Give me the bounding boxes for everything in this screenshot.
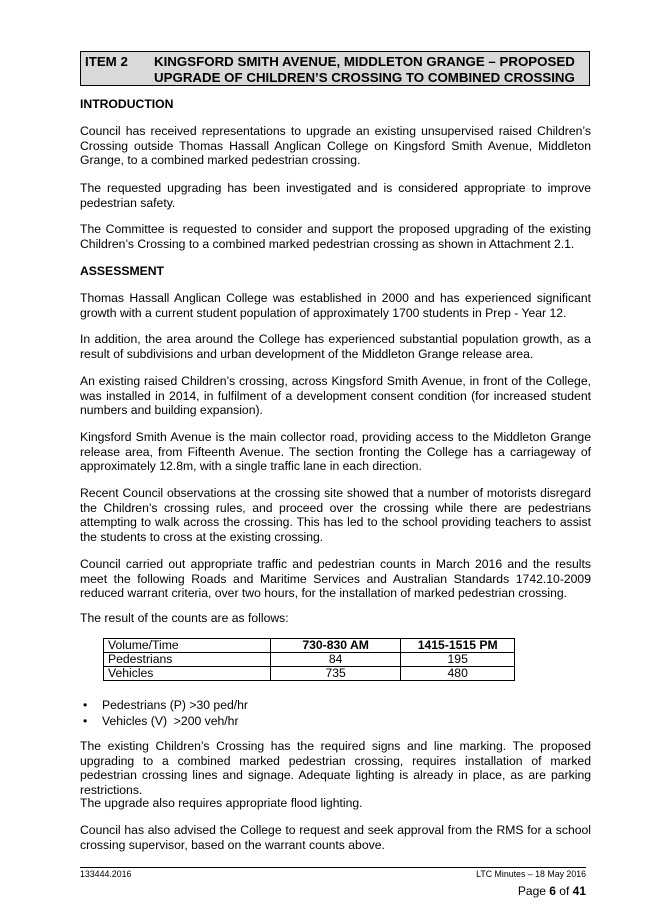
bullet-icon: •: [83, 698, 88, 712]
table-row: [104, 667, 515, 681]
page-total: 41: [572, 884, 586, 898]
assessment-paragraph-3: An existing raised Children’s crossing, across Kingsford Smith Avenue, in front of the College, was installed in 2014, in fulfilment of a development consent condition (for increased student numbers and building expansion).: [80, 374, 591, 418]
warrant-bullet-list: [80, 697, 480, 729]
table-cell: Pedestrians: [104, 653, 271, 667]
assessment-paragraph-8: The upgrade also requires appropriate flood lighting.: [80, 796, 363, 810]
assessment-paragraph-9: Council has also advised the College to request and seek approval from the RMS for a school crossing supervisor, based on the warrant counts above.: [80, 823, 591, 852]
bullet-icon: •: [83, 714, 88, 728]
list-item: [80, 713, 480, 729]
footer-divider: [80, 867, 586, 868]
assessment-paragraph-2: In addition, the area around the College has experienced substantial population growth, as a result of subdivisions and urban development of the Middleton Grange release area.: [80, 332, 591, 361]
bullet-text: Pedestrians (P) >30 ped/hr: [102, 698, 248, 712]
table-cell: 84: [270, 653, 400, 667]
table-header-cell: Volume/Time: [104, 639, 271, 653]
assessment-paragraph-6: Council carried out appropriate traffic and pedestrian counts in March 2016 and the results meet the following Roads and Maritime Services and Australian Standards 1742.10-2009 reduced warrant criteria, over two hours, for the installation of marked pedestrian crossing.: [80, 557, 591, 601]
item-title: KINGSFORD SMITH AVENUE, MIDDLETON GRANGE – PROPOSED UPGRADE OF CHILDREN’S CROSSING TO COMBINED CROSSING: [154, 54, 575, 85]
table-header-cell: 730-830 AM: [270, 639, 400, 653]
bullet-text: Vehicles (V) >200 veh/hr: [102, 714, 239, 728]
introduction-heading: INTRODUCTION: [80, 97, 174, 111]
table-header-row: [104, 639, 515, 653]
table-cell: 195: [401, 653, 515, 667]
list-item: [80, 697, 480, 713]
page-number: [386, 884, 586, 898]
assessment-heading: ASSESSMENT: [80, 264, 164, 278]
footer-doc-number: 133444.2016: [80, 869, 132, 879]
table-cell: Vehicles: [104, 667, 271, 681]
page-separator: of: [555, 884, 573, 898]
table-header-cell: 1415-1515 PM: [401, 639, 515, 653]
assessment-paragraph-7: The existing Children’s Crossing has the required signs and line marking. The proposed upgrading to a combined marked pedestrian crossing, requires installation of marked pedestrian crossing lines and signage. Adequate lighting is already in place, as are parking restrictions.: [80, 739, 591, 797]
assessment-paragraph-4: Kingsford Smith Avenue is the main collector road, providing access to the Middleton Grange release area, from Fifteenth Avenue. The section fronting the College has a carriageway of approximately 12.8m, with a single traffic lane in each direction.: [80, 430, 591, 474]
item-number: ITEM 2: [85, 54, 128, 69]
intro-paragraph-3: The Committee is requested to consider and support the proposed upgrading of the existing Children’s Crossing to a combined marked pedestrian crossing as shown in Attachment 2.1.: [80, 222, 591, 251]
page-prefix: Page: [517, 884, 550, 898]
intro-paragraph-2: The requested upgrading has been investigated and is considered appropriate to improve pedestrian safety.: [80, 181, 591, 210]
counts-table: [103, 638, 515, 681]
counts-intro: The result of the counts are as follows:: [80, 611, 289, 625]
footer-minutes-date: LTC Minutes – 18 May 2016: [476, 869, 586, 879]
assessment-paragraph-5: Recent Council observations at the crossing site showed that a number of motorists disregard the Children’s crossing rules, and proceed over the crossing while there are pedestrians attempting to walk across the crossing. This has led to the school providing teachers to assist the students to cross at the existing crossing.: [80, 486, 591, 544]
intro-paragraph-1: Council has received representations to upgrade an existing unsupervised raised Children’s Crossing outside Thomas Hassall Anglican College on Kingsford Smith Avenue, Middleton Grange, to a combined marked pedestrian crossing.: [80, 124, 591, 168]
page-current: 6: [549, 884, 556, 898]
table-row: [104, 653, 515, 667]
table-cell: 480: [401, 667, 515, 681]
table-cell: 735: [270, 667, 400, 681]
assessment-paragraph-1: Thomas Hassall Anglican College was established in 2000 and has experienced significant growth with a current student population of approximately 1700 students in Prep - Year 12.: [80, 291, 591, 320]
item-header-box: [80, 51, 590, 86]
